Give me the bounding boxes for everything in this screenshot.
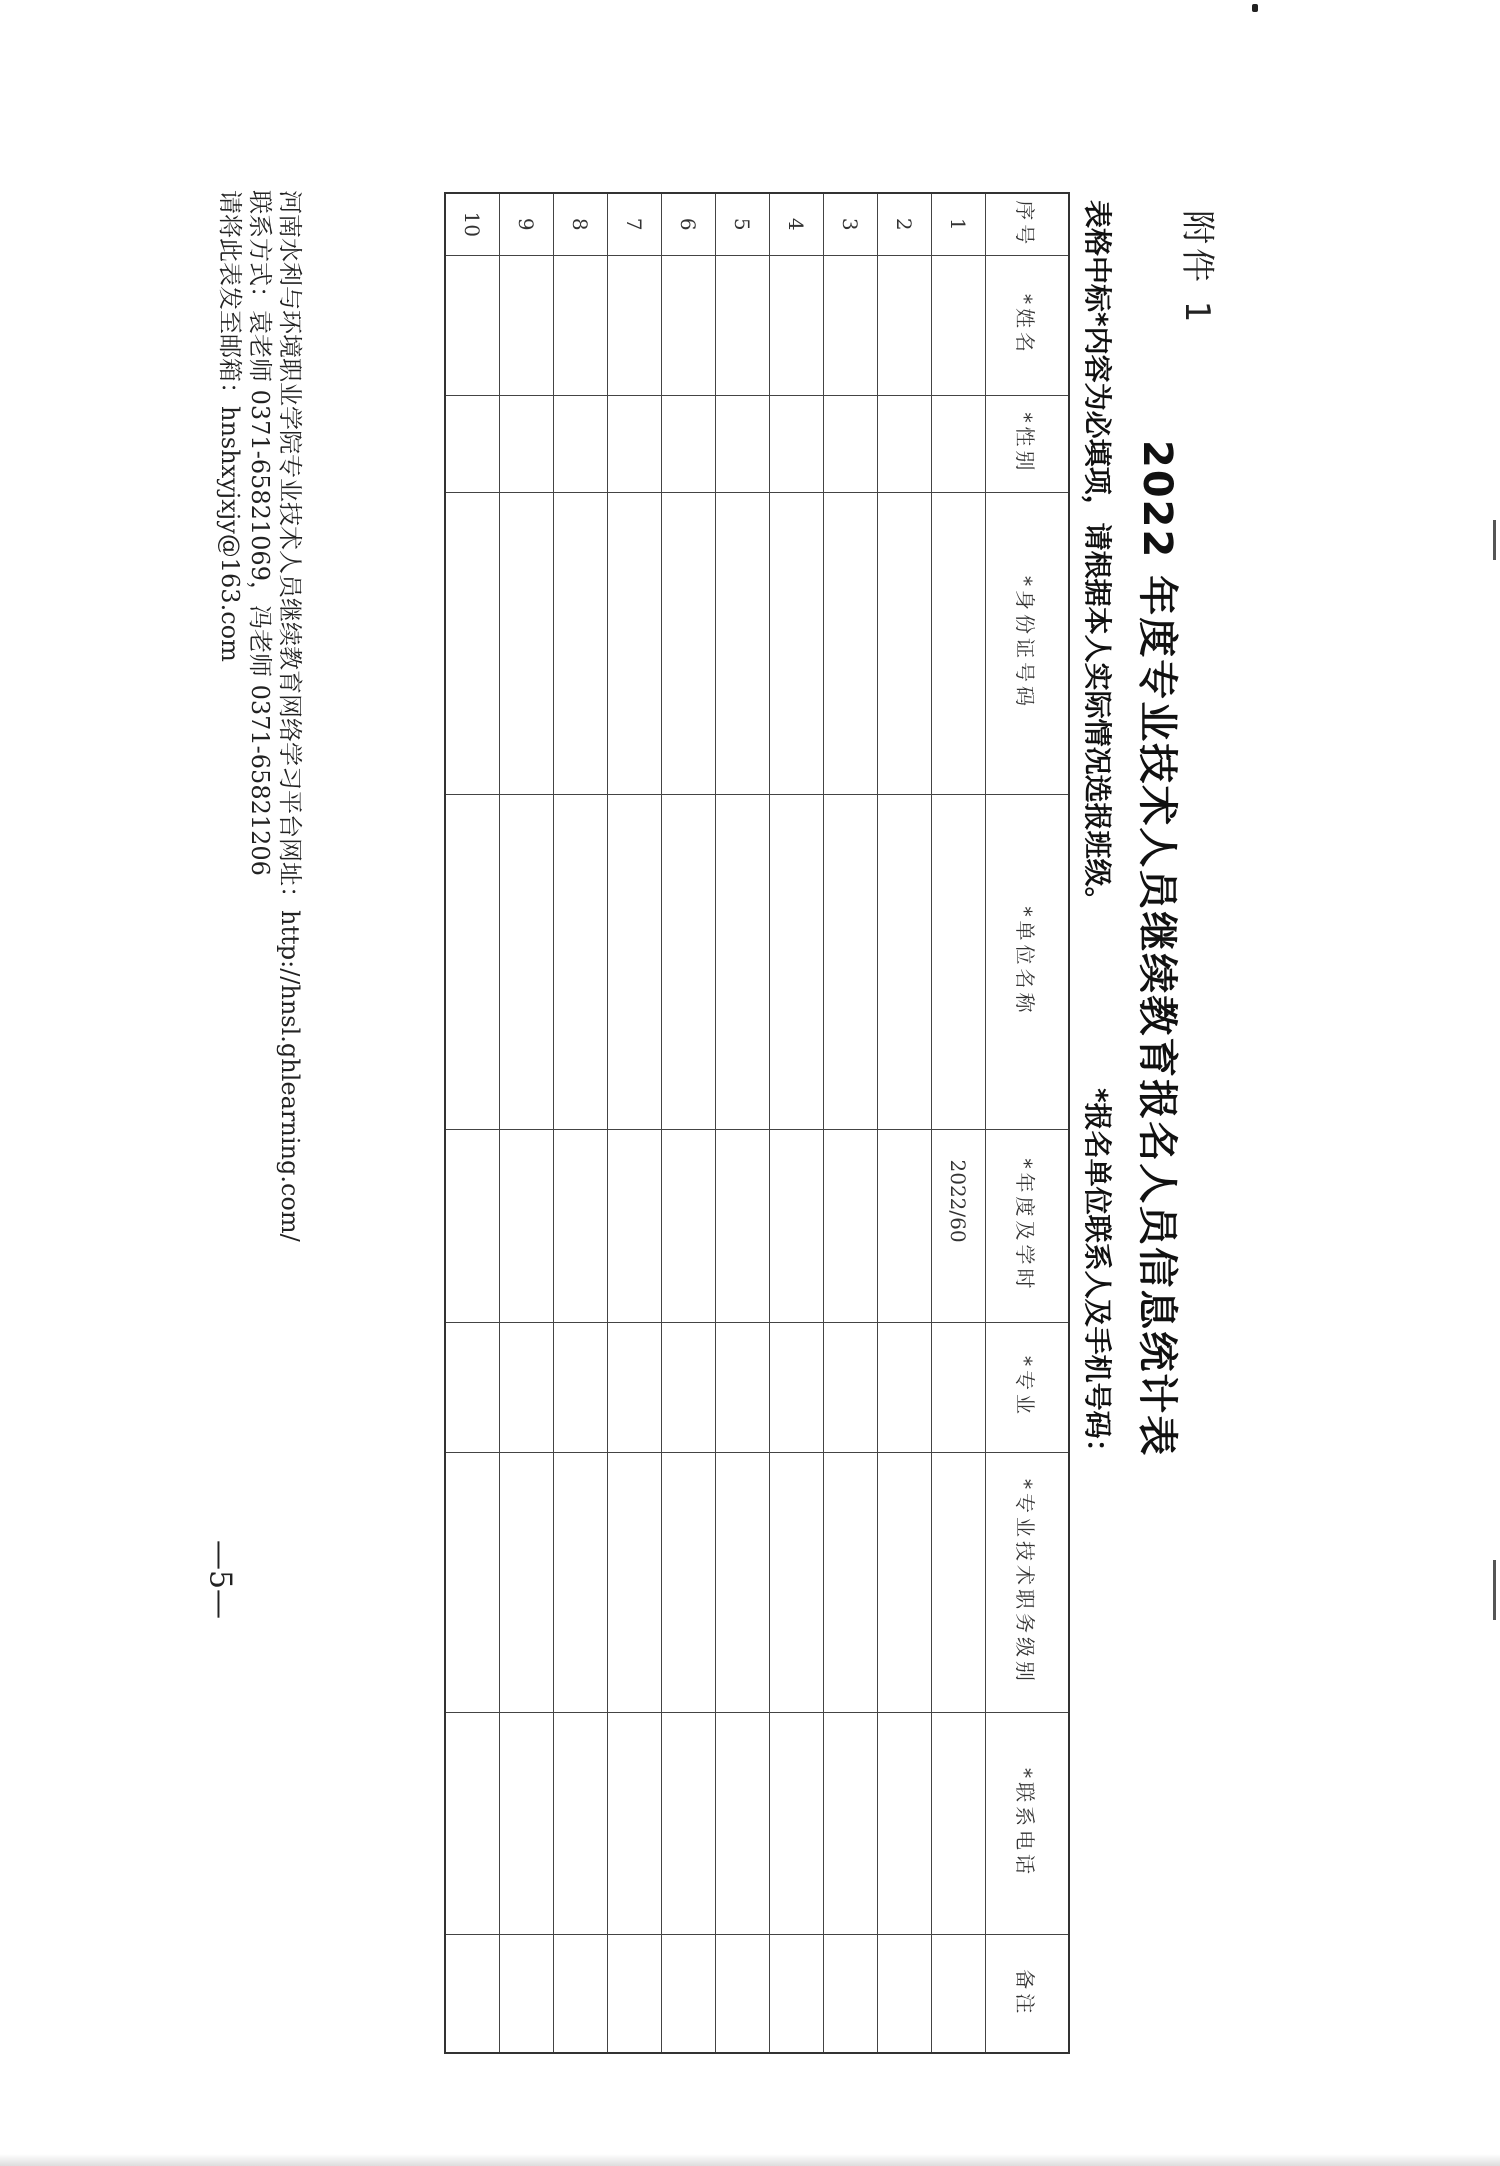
cell-employer[interactable] bbox=[824, 794, 878, 1129]
cell-title-level[interactable] bbox=[932, 1452, 986, 1712]
table-row bbox=[608, 193, 662, 2053]
cell-year-hours[interactable] bbox=[824, 1129, 878, 1322]
table-row bbox=[932, 193, 986, 2053]
cell-title-level[interactable] bbox=[770, 1452, 824, 1712]
cell-gender[interactable] bbox=[878, 395, 932, 492]
cell-year-hours[interactable] bbox=[878, 1129, 932, 1322]
cell-year-hours[interactable] bbox=[716, 1129, 770, 1322]
row-seq: 4 bbox=[770, 193, 824, 255]
cell-name[interactable] bbox=[770, 255, 824, 395]
cell-remarks[interactable] bbox=[932, 1934, 986, 2053]
scan-bottom-edge bbox=[0, 2154, 1500, 2166]
cell-employer[interactable] bbox=[932, 794, 986, 1129]
cell-title-level[interactable] bbox=[662, 1452, 716, 1712]
table-row bbox=[500, 193, 554, 2053]
cell-id-number[interactable] bbox=[878, 492, 932, 794]
cell-name[interactable] bbox=[878, 255, 932, 395]
row-seq: 3 bbox=[824, 193, 878, 255]
cell-gender[interactable] bbox=[554, 395, 608, 492]
cell-title-level[interactable] bbox=[824, 1452, 878, 1712]
cell-year-hours[interactable] bbox=[608, 1129, 662, 1322]
cell-gender[interactable] bbox=[770, 395, 824, 492]
cell-remarks[interactable] bbox=[500, 1934, 554, 2053]
header-name: *姓名 bbox=[986, 255, 1070, 395]
table-row bbox=[716, 193, 770, 2053]
cell-name[interactable] bbox=[716, 255, 770, 395]
cell-remarks[interactable] bbox=[716, 1934, 770, 2053]
cell-gender[interactable] bbox=[932, 395, 986, 492]
registration-table bbox=[444, 192, 1070, 2054]
cell-major[interactable] bbox=[932, 1322, 986, 1452]
cell-gender[interactable] bbox=[608, 395, 662, 492]
cell-gender[interactable] bbox=[824, 395, 878, 492]
page-number: —5— bbox=[202, 1539, 238, 1620]
table-row bbox=[662, 193, 716, 2053]
cell-remarks[interactable] bbox=[445, 1934, 500, 2053]
cell-title-level[interactable] bbox=[608, 1452, 662, 1712]
cell-id-number[interactable] bbox=[445, 492, 500, 794]
cell-employer[interactable] bbox=[608, 794, 662, 1129]
cell-major[interactable] bbox=[770, 1322, 824, 1452]
cell-year-hours[interactable] bbox=[554, 1129, 608, 1322]
header-year-hours: *年度及学时 bbox=[986, 1129, 1070, 1322]
cell-id-number[interactable] bbox=[824, 492, 878, 794]
cell-name[interactable] bbox=[500, 255, 554, 395]
cell-remarks[interactable] bbox=[770, 1934, 824, 2053]
table-row bbox=[445, 193, 500, 2053]
cell-name[interactable] bbox=[824, 255, 878, 395]
row-seq: 5 bbox=[716, 193, 770, 255]
row-seq: 1 bbox=[932, 193, 986, 255]
row-seq: 9 bbox=[500, 193, 554, 255]
header-phone: *联系电话 bbox=[986, 1712, 1070, 1934]
contact-line: 联系方式：袁老师 0371-65821069，冯老师 0371-65821206 bbox=[246, 190, 274, 876]
cell-title-level[interactable] bbox=[500, 1452, 554, 1712]
cell-phone[interactable] bbox=[824, 1712, 878, 1934]
row-seq: 6 bbox=[662, 193, 716, 255]
cell-id-number[interactable] bbox=[608, 492, 662, 794]
cell-name[interactable] bbox=[608, 255, 662, 395]
cell-major[interactable] bbox=[608, 1322, 662, 1452]
row-seq: 7 bbox=[608, 193, 662, 255]
platform-url-line: 河南水利与环境职业学院专业技术人员继续教育网络学习平台网址：http://hnsl.ghlearning.com/ bbox=[276, 190, 304, 1242]
cell-employer[interactable] bbox=[500, 794, 554, 1129]
cell-name[interactable] bbox=[662, 255, 716, 395]
rotated-page bbox=[175, 190, 1225, 2018]
header-title-level: *专业技术职务级别 bbox=[986, 1452, 1070, 1712]
cell-year-hours[interactable] bbox=[445, 1129, 500, 1322]
row-seq: 10 bbox=[445, 193, 500, 255]
cell-gender[interactable] bbox=[445, 395, 500, 492]
cell-id-number[interactable] bbox=[554, 492, 608, 794]
cell-major[interactable] bbox=[716, 1322, 770, 1452]
cell-id-number[interactable] bbox=[716, 492, 770, 794]
cell-id-number[interactable] bbox=[932, 492, 986, 794]
header-gender: *性别 bbox=[986, 395, 1070, 492]
cell-employer[interactable] bbox=[716, 794, 770, 1129]
cell-remarks[interactable] bbox=[824, 1934, 878, 2053]
cell-major[interactable] bbox=[662, 1322, 716, 1452]
cell-employer[interactable] bbox=[878, 794, 932, 1129]
cell-phone[interactable] bbox=[878, 1712, 932, 1934]
cell-phone[interactable] bbox=[662, 1712, 716, 1934]
cell-year-hours[interactable] bbox=[662, 1129, 716, 1322]
cell-gender[interactable] bbox=[500, 395, 554, 492]
cell-phone[interactable] bbox=[500, 1712, 554, 1934]
cell-employer[interactable] bbox=[554, 794, 608, 1129]
row-seq: 2 bbox=[878, 193, 932, 255]
cell-remarks[interactable] bbox=[608, 1934, 662, 2053]
cell-employer[interactable] bbox=[445, 794, 500, 1129]
contact-person-note: *报名单位联系人及手机号码： bbox=[1081, 1088, 1114, 1467]
cell-phone[interactable] bbox=[445, 1712, 500, 1934]
cell-major[interactable] bbox=[445, 1322, 500, 1452]
scan-edge-mark bbox=[1493, 520, 1496, 560]
cell-phone[interactable] bbox=[770, 1712, 824, 1934]
cell-title-level[interactable] bbox=[878, 1452, 932, 1712]
cell-year-hours[interactable] bbox=[500, 1129, 554, 1322]
instruction-row bbox=[1079, 200, 1119, 1800]
cell-title-level[interactable] bbox=[716, 1452, 770, 1712]
header-remarks: 备注 bbox=[986, 1934, 1070, 2053]
cell-phone[interactable] bbox=[554, 1712, 608, 1934]
header-major: *专业 bbox=[986, 1322, 1070, 1452]
email-line: 请将此表发至邮箱：hnshxyjxjy@163.com bbox=[216, 190, 244, 662]
header-seq: 序号 bbox=[986, 193, 1070, 255]
cell-major[interactable] bbox=[824, 1322, 878, 1452]
cell-major[interactable] bbox=[878, 1322, 932, 1452]
cell-id-number[interactable] bbox=[662, 492, 716, 794]
cell-remarks[interactable] bbox=[878, 1934, 932, 2053]
cell-year-hours[interactable]: 2022/60 bbox=[932, 1129, 986, 1322]
required-fields-note: 表格中标*内容为必填项，请根据本人实际情况选报班级。 bbox=[1081, 200, 1114, 915]
cell-gender[interactable] bbox=[716, 395, 770, 492]
page-title: 2022 年度专业技术人员继续教育报名人员信息统计表 bbox=[1134, 440, 1180, 1458]
table-row bbox=[770, 193, 824, 2053]
header-id-number: *身份证号码 bbox=[986, 492, 1070, 794]
cell-year-hours[interactable] bbox=[770, 1129, 824, 1322]
cell-name[interactable] bbox=[445, 255, 500, 395]
scan-speck bbox=[1252, 4, 1258, 12]
attachment-label: 附件 1 bbox=[1177, 210, 1217, 327]
cell-employer[interactable] bbox=[662, 794, 716, 1129]
cell-title-level[interactable] bbox=[554, 1452, 608, 1712]
table-row bbox=[554, 193, 608, 2053]
cell-employer[interactable] bbox=[770, 794, 824, 1129]
cell-title-level[interactable] bbox=[445, 1452, 500, 1712]
cell-name[interactable] bbox=[554, 255, 608, 395]
row-seq: 8 bbox=[554, 193, 608, 255]
cell-name[interactable] bbox=[932, 255, 986, 395]
cell-major[interactable] bbox=[500, 1322, 554, 1452]
cell-phone[interactable] bbox=[716, 1712, 770, 1934]
cell-major[interactable] bbox=[554, 1322, 608, 1452]
table-row bbox=[878, 193, 932, 2053]
cell-phone[interactable] bbox=[932, 1712, 986, 1934]
header-employer: *单位名称 bbox=[986, 794, 1070, 1129]
cell-id-number[interactable] bbox=[500, 492, 554, 794]
table-header-row bbox=[986, 193, 1070, 2053]
cell-id-number[interactable] bbox=[770, 492, 824, 794]
cell-remarks[interactable] bbox=[662, 1934, 716, 2053]
cell-remarks[interactable] bbox=[554, 1934, 608, 2053]
table-row bbox=[824, 193, 878, 2053]
cell-phone[interactable] bbox=[608, 1712, 662, 1934]
scan-edge-mark bbox=[1493, 1560, 1496, 1620]
cell-gender[interactable] bbox=[662, 395, 716, 492]
